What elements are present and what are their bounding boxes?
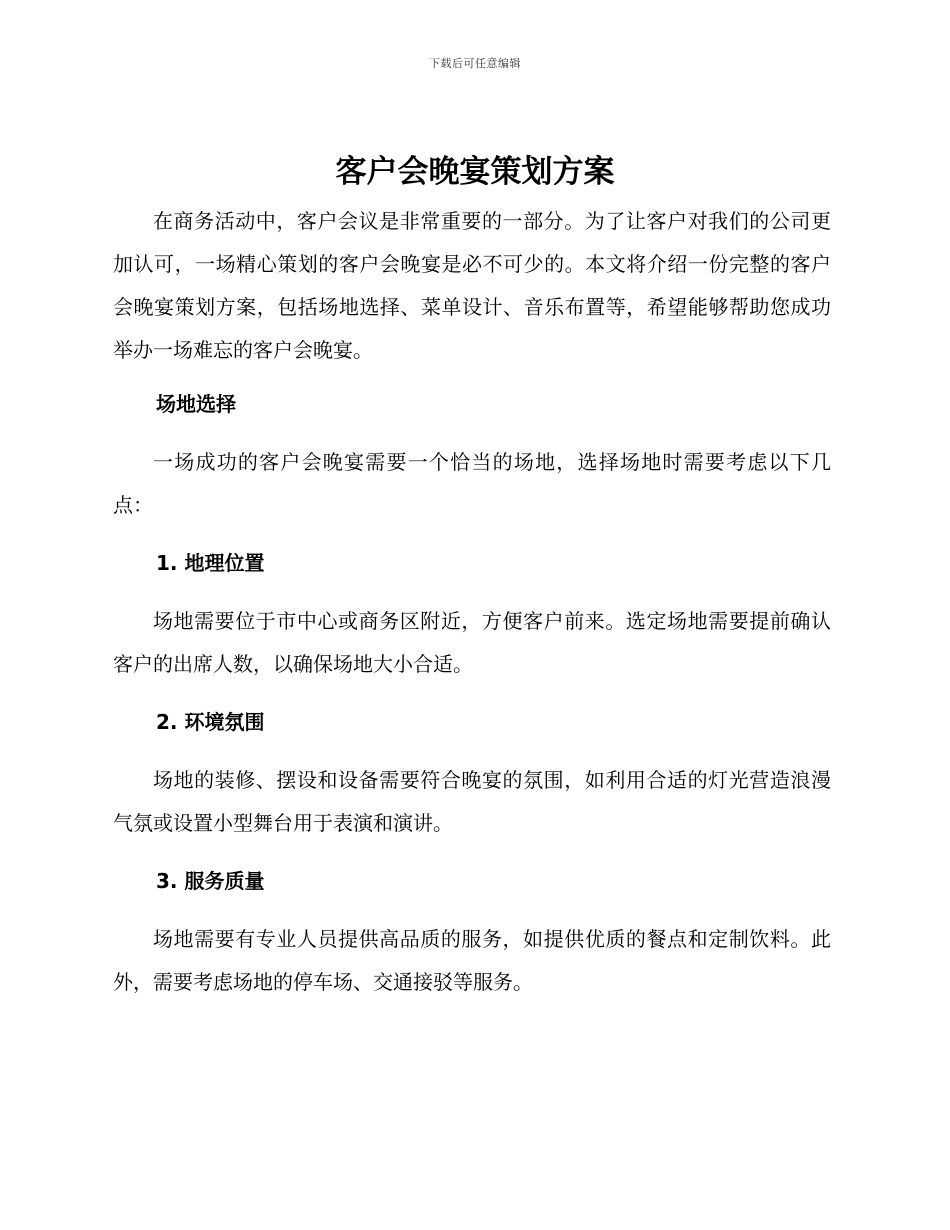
item-heading-atmosphere: 2. 环境氛围 bbox=[156, 710, 265, 734]
item-heading-location: 1. 地理位置 bbox=[156, 551, 265, 575]
intro-paragraph: 在商务活动中，客户会议是非常重要的一部分。为了让客户对我们的公司更加认可，一场精心策划的客户会晚宴是必不可少的。本文将介绍一份完整的客户会晚宴策划方案，包括场地选择、菜单设计、音乐布置等，希望能够帮助您成功举办一场难忘的客户会晚宴。 bbox=[113, 209, 831, 362]
section-heading-venue: 场地选择 bbox=[156, 392, 236, 416]
item-body-service: 场地需要有专业人员提供高品质的服务，如提供优质的餐点和定制饮料。此外，需要考虑场地的停车场、交通接驳等服务。 bbox=[113, 927, 831, 994]
document-title: 客户会晚宴策划方案 bbox=[335, 154, 615, 190]
item-body-atmosphere: 场地的装修、摆设和设备需要符合晚宴的氛围，如利用合适的灯光营造浪漫气氛或设置小型舞台用于表演和演讲。 bbox=[113, 768, 831, 835]
page-header-note: 下载后可任意编辑 bbox=[429, 57, 521, 70]
section-intro-paragraph: 一场成功的客户会晚宴需要一个恰当的场地，选择场地时需要考虑以下几点： bbox=[113, 450, 831, 517]
document-body bbox=[113, 200, 831, 1019]
item-body-location: 场地需要位于市中心或商务区附近，方便客户前来。选定场地需要提前确认客户的出席人数，以确保场地大小合适。 bbox=[113, 609, 831, 676]
item-heading-service: 3. 服务质量 bbox=[156, 869, 265, 893]
